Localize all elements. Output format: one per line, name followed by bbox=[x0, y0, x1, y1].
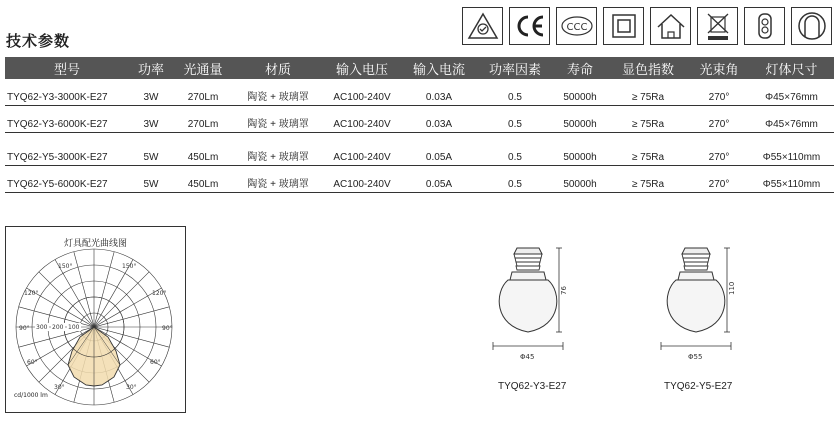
angle-label: 150° bbox=[122, 263, 137, 270]
angle-label: 30° bbox=[126, 384, 137, 391]
cell-model: TYQ62-Y3-3000K-E27 bbox=[5, 79, 129, 106]
cell-voltage: AC100-240V bbox=[323, 166, 401, 193]
table-row bbox=[5, 79, 834, 106]
lamp-icon bbox=[744, 7, 785, 45]
diameter-dimension: Φ45 bbox=[520, 353, 535, 361]
cell-lumen: 450Lm bbox=[173, 166, 233, 193]
cell-material: 陶瓷 + 玻璃罩 bbox=[233, 106, 323, 133]
radial-label: 300 bbox=[36, 324, 48, 331]
cell-lifetime: 50000h bbox=[553, 106, 607, 133]
cell-dimensions: Φ45×76mm bbox=[749, 79, 834, 106]
page-title: 技术参数 bbox=[6, 32, 71, 50]
cell-beam-angle: 270° bbox=[689, 79, 749, 106]
angle-label: 60° bbox=[150, 359, 161, 366]
angle-label: 90° bbox=[19, 325, 30, 332]
polar-plot bbox=[6, 227, 187, 414]
cell-cri: ≥ 75Ra bbox=[607, 79, 689, 106]
double-insulation-icon bbox=[603, 7, 644, 45]
column-header: 光束角 bbox=[689, 57, 749, 79]
angle-label: 90° bbox=[162, 325, 173, 332]
height-dimension: 110 bbox=[728, 281, 736, 295]
cell-cri: ≥ 75Ra bbox=[607, 133, 689, 166]
column-header: 功率因素 bbox=[477, 57, 553, 79]
cell-voltage: AC100-240V bbox=[323, 133, 401, 166]
column-header: 显色指数 bbox=[607, 57, 689, 79]
cell-cri: ≥ 75Ra bbox=[607, 106, 689, 133]
polar-unit: cd/1000 lm bbox=[14, 392, 48, 399]
cell-beam-angle: 270° bbox=[689, 106, 749, 133]
angle-label: 30° bbox=[54, 384, 65, 391]
cell-model: TYQ62-Y3-6000K-E27 bbox=[5, 106, 129, 133]
diameter-dimension: Φ55 bbox=[688, 353, 703, 361]
cell-current: 0.03A bbox=[401, 79, 477, 106]
cap-icon bbox=[791, 7, 832, 45]
cell-lifetime: 50000h bbox=[553, 79, 607, 106]
column-header: 材质 bbox=[233, 57, 323, 79]
cell-model: TYQ62-Y5-3000K-E27 bbox=[5, 133, 129, 166]
cell-material: 陶瓷 + 玻璃罩 bbox=[233, 79, 323, 106]
cell-power-factor: 0.5 bbox=[477, 133, 553, 166]
light-distribution-diagram bbox=[5, 226, 186, 413]
rcm-icon bbox=[462, 7, 503, 45]
cell-current: 0.05A bbox=[401, 133, 477, 166]
cell-lifetime: 50000h bbox=[553, 166, 607, 193]
radial-label: 200 bbox=[52, 324, 64, 331]
cell-beam-angle: 270° bbox=[689, 133, 749, 166]
spec-table bbox=[5, 57, 834, 193]
cell-material: 陶瓷 + 玻璃罩 bbox=[233, 166, 323, 193]
cell-lumen: 270Lm bbox=[173, 79, 233, 106]
cell-power-factor: 0.5 bbox=[477, 166, 553, 193]
cell-dimensions: Φ55×110mm bbox=[749, 133, 834, 166]
column-header: 灯体尺寸 bbox=[749, 57, 834, 79]
radial-label: 100 bbox=[68, 324, 80, 331]
cell-power: 5W bbox=[129, 133, 173, 166]
cell-power: 3W bbox=[129, 106, 173, 133]
cell-model: TYQ62-Y5-6000K-E27 bbox=[5, 166, 129, 193]
angle-label: 120° bbox=[152, 290, 167, 297]
height-dimension: 76 bbox=[560, 286, 568, 295]
cell-voltage: AC100-240V bbox=[323, 106, 401, 133]
ce-icon bbox=[509, 7, 550, 45]
column-header: 输入电流 bbox=[401, 57, 477, 79]
cell-lumen: 450Lm bbox=[173, 133, 233, 166]
weee-bin-icon bbox=[697, 7, 738, 45]
cell-power-factor: 0.5 bbox=[477, 106, 553, 133]
cell-dimensions: Φ45×76mm bbox=[749, 106, 834, 133]
table-row bbox=[5, 166, 834, 193]
angle-label: 150° bbox=[58, 263, 73, 270]
cell-dimensions: Φ55×110mm bbox=[749, 166, 834, 193]
indoor-use-icon bbox=[650, 7, 691, 45]
cell-power: 3W bbox=[129, 79, 173, 106]
cell-material: 陶瓷 + 玻璃罩 bbox=[233, 133, 323, 166]
cell-cri: ≥ 75Ra bbox=[607, 166, 689, 193]
table-row bbox=[5, 106, 834, 133]
cell-power: 5W bbox=[129, 166, 173, 193]
column-header: 型号 bbox=[5, 57, 129, 79]
column-header: 光通量 bbox=[173, 57, 233, 79]
cell-power-factor: 0.5 bbox=[477, 79, 553, 106]
table-header-row bbox=[5, 57, 834, 79]
cell-current: 0.03A bbox=[401, 106, 477, 133]
ccc-icon bbox=[556, 7, 597, 45]
table-row bbox=[5, 133, 834, 166]
polar-title: 灯具配光曲线图 bbox=[63, 239, 127, 249]
certification-marks bbox=[462, 7, 832, 45]
column-header: 输入电压 bbox=[323, 57, 401, 79]
angle-label: 60° bbox=[27, 359, 38, 366]
angle-label: 120° bbox=[24, 290, 39, 297]
bulb-label: TYQ62-Y5-E27 bbox=[664, 381, 733, 392]
bulb-drawing-y5 bbox=[658, 240, 748, 365]
bulb-drawing-y3 bbox=[490, 240, 580, 365]
column-header: 寿命 bbox=[553, 57, 607, 79]
cell-current: 0.05A bbox=[401, 166, 477, 193]
cell-voltage: AC100-240V bbox=[323, 79, 401, 106]
cell-beam-angle: 270° bbox=[689, 166, 749, 193]
svg-text:CCC: CCC bbox=[566, 22, 587, 33]
column-header: 功率 bbox=[129, 57, 173, 79]
cell-lifetime: 50000h bbox=[553, 133, 607, 166]
bulb-label: TYQ62-Y3-E27 bbox=[498, 381, 567, 392]
cell-lumen: 270Lm bbox=[173, 106, 233, 133]
